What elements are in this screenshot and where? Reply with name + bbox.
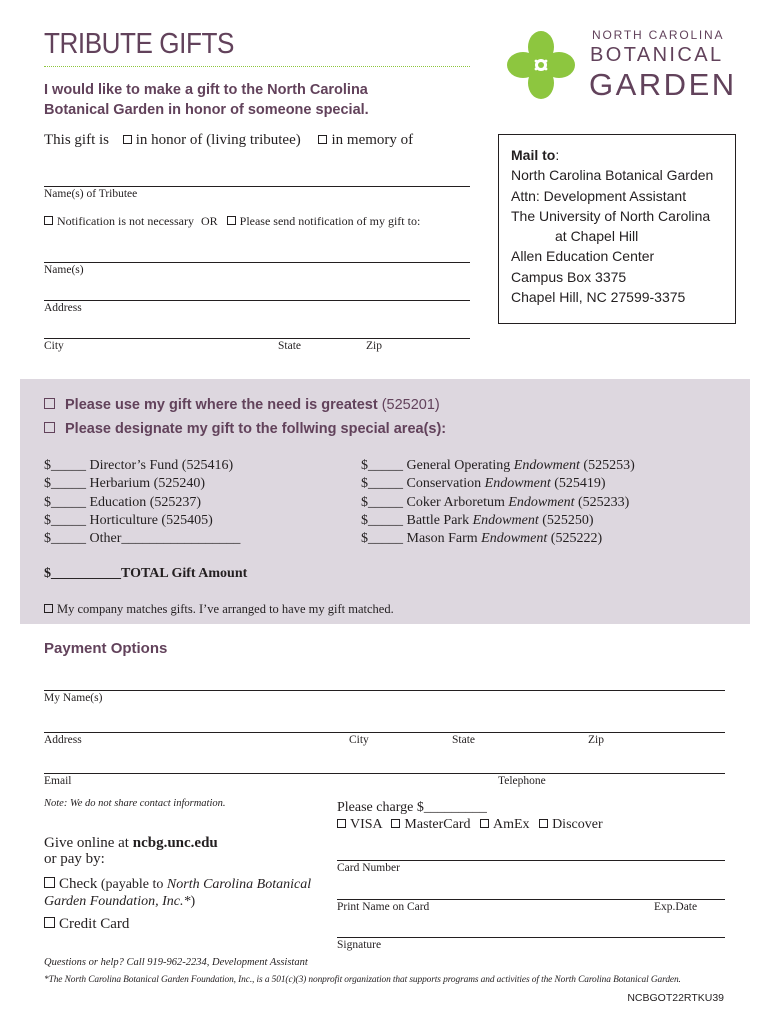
give-online-label: Give online at xyxy=(44,835,129,851)
gift-is-label: This gift is xyxy=(44,132,110,148)
check-payee: North Carolina Botanical Garden Foundation, Inc.* xyxy=(44,877,312,909)
checkbox-icon xyxy=(44,877,55,888)
fund-row[interactable]: $_____ Mason Farm Endowment (525222) xyxy=(361,531,603,547)
checkbox-icon xyxy=(391,819,400,828)
mail-line: Campus Box 3375 xyxy=(511,268,627,285)
fund-row[interactable]: $_____ Horticulture (525405) xyxy=(44,512,213,528)
notify-city-label: City xyxy=(44,340,64,352)
total-gift-amount[interactable]: $__________TOTAL Gift Amount xyxy=(44,566,248,581)
address-label: Address xyxy=(44,734,82,746)
my-names-label: My Name(s) xyxy=(44,692,103,704)
notify-city-field[interactable] xyxy=(44,338,470,339)
checkbox-icon xyxy=(44,917,55,928)
mail-line: Chapel Hill, NC 27599-3375 xyxy=(511,289,686,306)
checkbox-icon xyxy=(480,819,489,828)
or-pay-by-label: or pay by: xyxy=(44,851,105,867)
right-funds-list xyxy=(361,457,635,548)
fund-row[interactable]: $_____ Battle Park Endowment (525250) xyxy=(361,512,594,528)
give-online xyxy=(44,835,218,867)
fund-row[interactable]: $_____ Director’s Fund (525416) xyxy=(44,458,234,473)
card-number-field[interactable] xyxy=(337,860,725,861)
signature-field[interactable] xyxy=(337,937,725,938)
send-notification-label: Please send notification of my gift to: xyxy=(239,214,421,228)
garden-logo xyxy=(506,28,736,106)
zip-label: Zip xyxy=(588,734,604,746)
notification-row xyxy=(44,214,420,229)
or-label: OR xyxy=(200,214,218,228)
title-divider xyxy=(44,66,470,67)
mail-to-box xyxy=(498,134,736,324)
company-match-checkbox[interactable] xyxy=(44,602,394,617)
print-name-label: Print Name on Card xyxy=(337,901,430,913)
mastercard-checkbox[interactable]: MasterCard xyxy=(391,817,470,832)
mail-line: Allen Education Center xyxy=(511,248,655,265)
notify-zip-label: Zip xyxy=(366,340,382,352)
checkbox-icon xyxy=(44,398,55,409)
check-paren-close: ) xyxy=(190,893,196,909)
please-charge[interactable]: Please charge $_________ xyxy=(337,800,487,815)
print-name-field[interactable] xyxy=(337,899,725,900)
discover-checkbox[interactable]: Discover xyxy=(539,817,603,832)
my-names-field[interactable] xyxy=(44,690,725,691)
honor-checkbox[interactable] xyxy=(123,132,301,148)
mail-line: at Chapel Hill xyxy=(555,228,639,245)
fund-row[interactable]: $_____ Coker Arboretum Endowment (525233) xyxy=(361,494,630,510)
card-number-label: Card Number xyxy=(337,862,400,874)
intro-line-2: Botanical Garden in honor of someone special. xyxy=(44,102,369,118)
notification-not-necessary-checkbox[interactable] xyxy=(44,214,194,228)
greatest-need-row[interactable] xyxy=(44,397,440,413)
memory-checkbox[interactable] xyxy=(318,132,413,148)
exp-date-label: Exp.Date xyxy=(654,901,698,913)
fund-row[interactable]: $_____ Conservation Endowment (525419) xyxy=(361,476,606,492)
card-type-row xyxy=(337,817,603,833)
checkbox-icon xyxy=(337,819,346,828)
amex-checkbox[interactable]: AmEx xyxy=(480,817,530,832)
address-field[interactable] xyxy=(44,732,725,733)
logo-line-1: NORTH CAROLINA xyxy=(592,28,725,42)
gift-type-row xyxy=(44,132,413,149)
mail-line: Attn: Development Assistant xyxy=(511,187,687,204)
left-funds-list xyxy=(44,457,240,548)
intro-line-1: I would like to make a gift to the North Carolina xyxy=(44,82,368,98)
city-label: City xyxy=(349,734,369,746)
give-online-link[interactable]: ncbg.unc.edu xyxy=(132,835,218,851)
checkbox-icon xyxy=(44,604,53,613)
memory-label: in memory of xyxy=(331,132,414,148)
payment-heading: Payment Options xyxy=(44,640,168,657)
fund-row[interactable]: $_____ Herbarium (525240) xyxy=(44,476,205,492)
special-area-row[interactable] xyxy=(44,421,446,437)
send-notification-checkbox[interactable] xyxy=(227,214,421,228)
checkbox-icon xyxy=(227,216,236,225)
check-option[interactable] xyxy=(44,876,314,910)
telephone-label: Telephone xyxy=(498,775,546,787)
fund-row[interactable]: $_____ Other_________________ xyxy=(44,531,241,547)
form-code: NCBGOT22RTKU39 xyxy=(627,992,724,1004)
check-paren-open: (payable to xyxy=(100,877,164,892)
state-label: State xyxy=(452,734,475,746)
greatest-need-code: (525201) xyxy=(381,397,440,413)
mail-to-heading: Mail to: xyxy=(511,147,560,163)
mail-line: The University of North Carolina xyxy=(511,207,711,224)
company-match-label: My company matches gifts. I’ve arranged to have my gift matched. xyxy=(57,602,394,616)
tributee-name-label: Name(s) of Tributee xyxy=(44,188,138,200)
tributee-name-field[interactable] xyxy=(44,186,470,187)
checkbox-icon xyxy=(44,422,55,433)
notify-name-label: Name(s) xyxy=(44,264,84,276)
checkbox-icon xyxy=(318,135,327,144)
special-area-label: Please designate my gift to the follwing special area(s): xyxy=(65,421,447,437)
honor-label: in honor of (living tributee) xyxy=(135,132,301,148)
notify-state-label: State xyxy=(278,340,301,352)
fund-row[interactable]: $_____ General Operating Endowment (525253) xyxy=(361,458,635,473)
credit-card-option[interactable] xyxy=(44,916,129,933)
email-field[interactable] xyxy=(44,773,725,774)
intro-text xyxy=(44,80,369,120)
notify-name-field[interactable] xyxy=(44,262,470,263)
greatest-need-label: Please use my gift where the need is greatest xyxy=(65,397,378,413)
credit-card-label: Credit Card xyxy=(59,916,130,932)
mail-line: North Carolina Botanical Garden xyxy=(511,167,714,184)
email-label: Email xyxy=(44,775,72,787)
foundation-note: *The North Carolina Botanical Garden Foundation, Inc., is a 501(c)(3) nonprofit organization that supports programs and activities of the North Carolina Botanical Garden. xyxy=(44,975,681,985)
signature-label: Signature xyxy=(337,939,382,951)
check-label: Check xyxy=(59,876,98,892)
dogwood-flower-icon xyxy=(506,30,576,100)
checkbox-icon xyxy=(123,135,132,144)
fund-row[interactable]: $_____ Education (525237) xyxy=(44,494,202,510)
notification-not-necessary-label: Notification is not necessary xyxy=(57,214,194,228)
notify-address-field[interactable] xyxy=(44,300,470,301)
page-title: TRIBUTE GIFTS xyxy=(44,28,234,60)
notify-address-label: Address xyxy=(44,302,82,314)
checkbox-icon xyxy=(539,819,548,828)
visa-checkbox[interactable]: VISA xyxy=(337,817,382,832)
privacy-note: Note: We do not share contact information. xyxy=(44,798,226,809)
checkbox-icon xyxy=(44,216,53,225)
questions-note: Questions or help? Call 919-962-2234, Development Assistant xyxy=(44,957,308,968)
logo-line-3: GARDEN xyxy=(589,67,737,102)
logo-line-2: BOTANICAL xyxy=(590,44,724,66)
